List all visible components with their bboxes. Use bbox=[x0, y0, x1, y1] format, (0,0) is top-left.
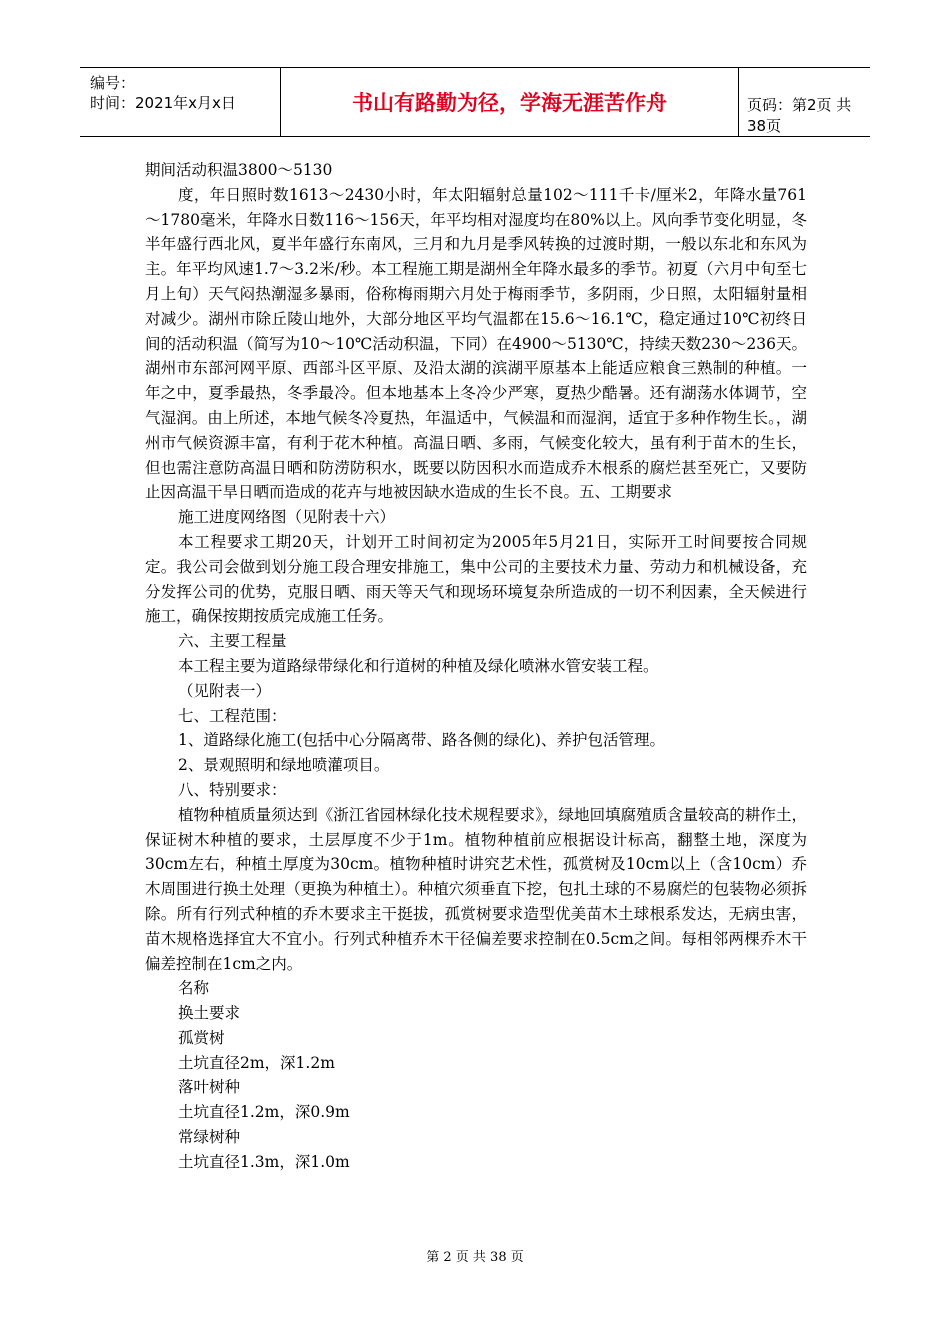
header-page-info: 页码：第2页 共38页 bbox=[747, 96, 852, 135]
document-body bbox=[145, 158, 807, 1175]
body-paragraph: 本工程主要为道路绿带绿化和行道树的种植及绿化喷淋水管安装工程。 bbox=[178, 656, 659, 675]
body-paragraph: 1、道路绿化施工(包括中心分隔离带、路各侧的绿化)、养护包活管理。 bbox=[178, 731, 665, 750]
document-number-label: 编号： bbox=[90, 74, 136, 92]
body-paragraph: （见附表一） bbox=[178, 681, 272, 700]
body-paragraph: 度，年日照时数1613～2430小时，年太阳辐射总量102～111千卡/厘米2，年降水量761～1780毫米，年降水日数116～156天，年平均相对湿度均在80%以上。风向季节变化明显，冬半年盛行西北风，夏半年盛行东南风，三月和九月是季风转换的过渡时期，一般以东北和东风为主。年平均风速1.7～3.2米/秒。本工程施工期是湖州全年降水最多的季节。初夏（六月中旬至七月上旬）天气闷热潮湿多暴雨，俗称梅雨期六月处于梅雨季节，多阴雨，少日照，太阳辐射量相对减少。湖州市除丘陵山地外，大部分地区平均气温都在15.6～16.1℃，稳定通过10℃初终日间的活动积温（简写为10～10℃活动积温，下同）在4900～5130℃，持续天数230～236天。湖州市东部河网平原、西部斗区平原、及沿太湖的滨湖平原基本上能适应粮食三熟制的种植。一年之中，夏季最热，冬季最冷。但本地基本上冬冷少严寒，夏热少酷暑。还有湖荡水体调节，空气湿润。由上所述，本地气候冬冷夏热，年温适中，气候温和而湿润，适宜于多种作物生长。，湖州市气候资源丰富，有利于花木种植。高温日晒、多雨，气候变化较大，虽有利于苗木的生长，但也需注意防高温日晒和防涝防积水，既要以防因积水而造成乔木根系的腐烂甚至死亡，又要防止因高温干旱日晒而造成的花卉与地被因缺水造成的生长不良。五、工期要求 bbox=[145, 185, 807, 502]
body-paragraph: 常绿树种 bbox=[178, 1128, 241, 1147]
body-paragraph: 八、特别要求： bbox=[178, 780, 287, 799]
body-paragraph: 孤赏树 bbox=[178, 1028, 225, 1047]
page-header bbox=[80, 67, 870, 137]
body-paragraph: 本工程要求工期20天，计划开工时间初定为2005年5月21日，实际开工时间要按合同规定。我公司会做到划分施工段合理安排施工，集中公司的主要技术力量、劳动力和机械设备，充分发挥公司的优势，克服日晒、雨天等天气和现场环境复杂所造成的一切不利因素，全天候进行施工，确保按期按质完成施工任务。 bbox=[145, 532, 807, 626]
body-paragraph: 六、主要工程量 bbox=[178, 632, 287, 651]
body-paragraph: 植物种植质量须达到《浙江省园林绿化技术规程要求》，绿地回填腐殖质含量较高的耕作土，保证树木种植的要求，土层厚度不少于1m。植物种植前应根据设计标高，翻整土地，深度为30cm左右，种植土厚度为30cm。植物种植时讲究艺术性，孤赏树及10cm以上（含10cm）乔木周围进行换土处理（更换为种植土）。种植穴须垂直下挖，包扎土球的不易腐烂的包装物必须拆除。所有行列式种植的乔木要求主干挺拔，孤赏树要求造型优美苗木土球根系发达，无病虫害，苗木规格选择宜大不宜小。行列式种植乔木干径偏差要求控制在0.5cm之间。每相邻两棵乔木干偏差控制在1cm之内。 bbox=[145, 805, 807, 973]
body-paragraph: 落叶树种 bbox=[178, 1078, 241, 1097]
body-paragraph: 土坑直径1.2m，深0.9m bbox=[178, 1103, 350, 1122]
body-paragraph: 2、景观照明和绿地喷灌项目。 bbox=[178, 756, 390, 775]
document-date: 时间：2021年x月x日 bbox=[90, 94, 236, 112]
body-paragraph: 名称 bbox=[178, 979, 210, 998]
header-motto: 书山有路勤为径，学海无涯苦作舟 bbox=[280, 68, 739, 136]
header-meta bbox=[80, 68, 280, 136]
body-paragraph: 土坑直径2m，深1.2m bbox=[178, 1053, 335, 1072]
page-footer: 第 2 页 共 38 页 bbox=[426, 1250, 524, 1265]
body-paragraph: 七、工程范围： bbox=[178, 706, 287, 725]
body-paragraph: 期间活动积温3800～5130 bbox=[145, 161, 333, 179]
body-paragraph: 换土要求 bbox=[178, 1004, 241, 1023]
body-paragraph: 施工进度网络图（见附表十六） bbox=[178, 508, 396, 527]
body-paragraph: 土坑直径1.3m，深1.0m bbox=[178, 1152, 350, 1171]
